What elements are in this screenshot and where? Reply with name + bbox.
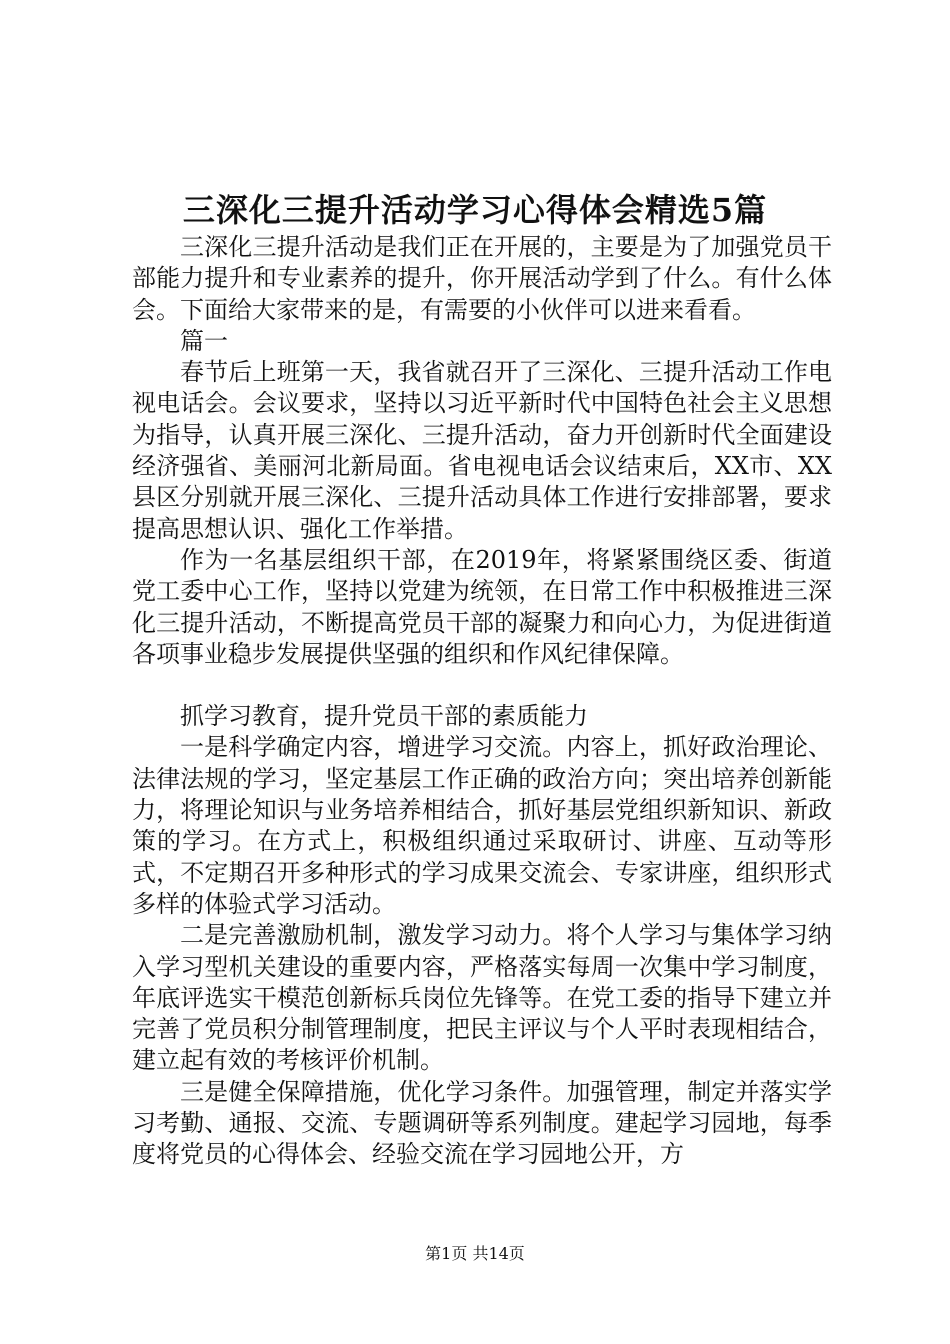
subheading: 抓学习教育，提升党员干部的素质能力 <box>180 702 588 731</box>
body-paragraph: 作为一名基层组织干部，在2019年，将紧紧围绕区委、街道党工委中心工作，坚持以党建为统领，在日常工作中积极推进三深化三提升活动，不断提高党员干部的凝聚力和向心力，为促进街道各项事业稳步发展提供坚强的组织和作风纪律保障。 <box>132 545 832 668</box>
page-number-footer: 第1页 共14页 <box>425 1244 525 1263</box>
section-heading-part-one: 篇一 <box>180 326 228 355</box>
document-body <box>132 232 832 1171</box>
body-paragraph: 一是科学确定内容，增进学习交流。内容上，抓好政治理论、法律法规的学习，坚定基层工作正确的政治方向；突出培养创新能力，将理论知识与业务培养相结合，抓好基层党组织新知识、新政策的学习。在方式上，积极组织通过采取研讨、讲座、互动等形式，不定期召开多种形式的学习成果交流会、专家讲座，组织形式多样的体验式学习活动。 <box>132 733 832 918</box>
document-title: 三深化三提升活动学习心得体会精选5篇 <box>182 191 768 229</box>
body-paragraph: 春节后上班第一天，我省就召开了三深化、三提升活动工作电视电话会。会议要求，坚持以习近平新时代中国特色社会主义思想为指导，认真开展三深化、三提升活动，奋力开创新时代全面建设经济强省、美丽河北新局面。省电视电话会议结束后，XX市、XX县区分别就开展三深化、三提升活动具体工作进行安排部署，要求提高思想认识、强化工作举措。 <box>132 358 832 543</box>
intro-paragraph: 三深化三提升活动是我们正在开展的，主要是为了加强党员干部能力提升和专业素养的提升，你开展活动学到了什么。有什么体会。下面给大家带来的是，有需要的小伙伴可以进来看看。 <box>132 233 832 324</box>
body-paragraph: 三是健全保障措施，优化学习条件。加强管理，制定并落实学习考勤、通报、交流、专题调研等系列制度。建起学习园地，每季度将党员的心得体会、经验交流在学习园地公开，方 <box>132 1077 832 1169</box>
body-paragraph: 二是完善激励机制，激发学习动力。将个人学习与集体学习纳入学习型机关建设的重要内容，严格落实每周一次集中学习制度，年底评选实干模范创新标兵岗位先锋等。在党工委的指导下建立并完善了党员积分制管理制度，把民主评议与个人平时表现相结合，建立起有效的考核评价机制。 <box>132 921 832 1075</box>
